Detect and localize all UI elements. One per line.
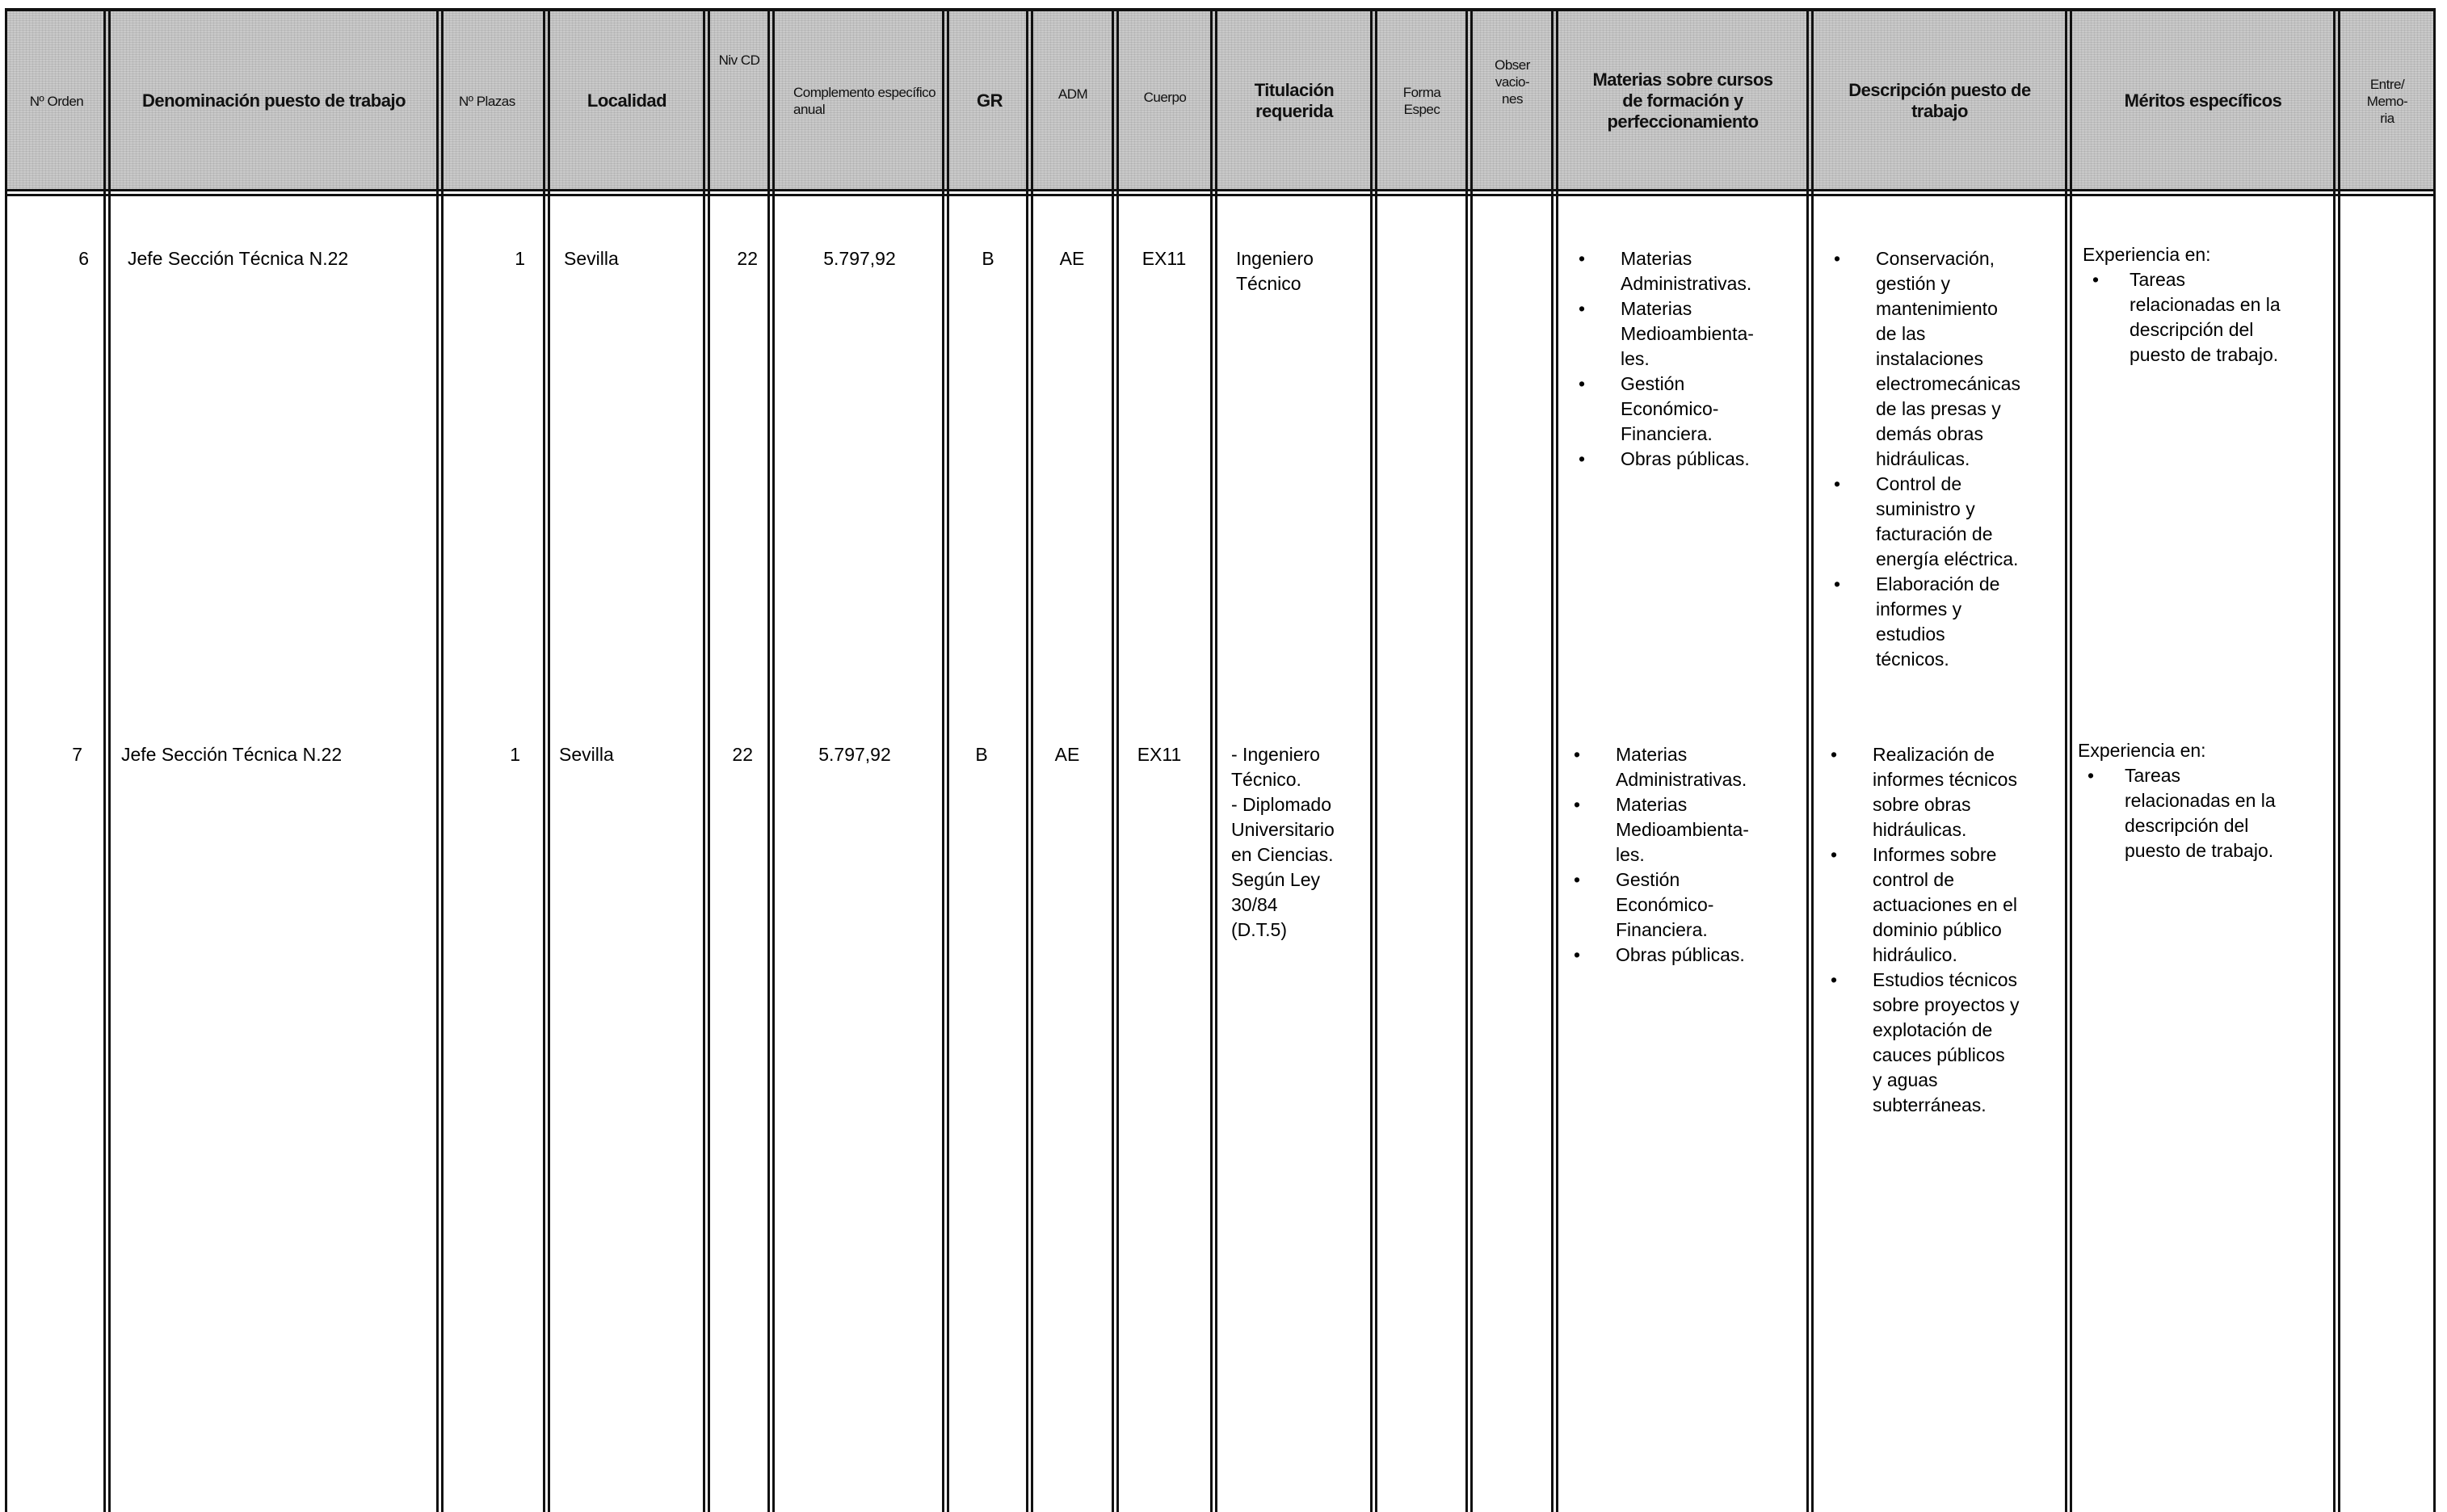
materia-item xyxy=(1567,246,1806,296)
descripcion-line: estudios xyxy=(1876,624,1945,645)
descripcion-line: cauces públicos xyxy=(1873,1044,2005,1065)
descripcion-line: • Estudios técnicos xyxy=(1873,969,2017,990)
row-cuerpo: EX11 xyxy=(1137,744,1182,765)
row-materias-list xyxy=(1562,742,1802,968)
descripcion-item xyxy=(1823,472,2065,572)
materia-line: Económico- xyxy=(1621,398,1719,419)
row-meritos xyxy=(2078,738,2320,863)
meritos-intro: Experiencia en: xyxy=(2083,244,2211,265)
descripcion-item xyxy=(1819,742,2062,842)
column-divider xyxy=(436,8,444,1512)
row-plazas: 1 xyxy=(515,248,525,269)
row-meritos xyxy=(2083,242,2325,368)
header-forma-espec: Forma Espec xyxy=(1402,85,1441,117)
row-orden: 7 xyxy=(72,744,82,765)
row-localidad: Sevilla xyxy=(564,248,619,269)
descripcion-line: energía eléctrica. xyxy=(1876,548,2019,569)
descripcion-list xyxy=(1823,246,2065,672)
titulacion-line: en Ciencias. xyxy=(1231,844,1334,865)
descripcion-line: • Informes sobre xyxy=(1873,844,1997,865)
column-divider xyxy=(1551,8,1558,1512)
descripcion-line: informes técnicos xyxy=(1873,769,2017,790)
materia-line: Medioambienta- xyxy=(1621,323,1754,344)
descripcion-line: y aguas xyxy=(1873,1069,1938,1090)
header-n-orden: Nº Orden xyxy=(29,93,84,109)
descripcion-line: dominio público xyxy=(1873,919,2002,940)
column-divider xyxy=(2433,8,2436,1512)
descripcion-item xyxy=(1823,246,2065,472)
materia-item xyxy=(1562,943,1802,968)
header-denominacion: Denominación puesto de trabajo xyxy=(141,90,406,111)
titulacion-line: - Ingeniero xyxy=(1231,744,1320,765)
materia-line: • Materias xyxy=(1616,794,1688,815)
merito-line: relacionadas en la xyxy=(2130,294,2281,315)
row-nivel: 22 xyxy=(732,744,753,765)
materia-item xyxy=(1562,792,1802,867)
merito-line: relacionadas en la xyxy=(2125,790,2276,811)
descripcion-line: • Conservación, xyxy=(1876,248,1995,269)
descripcion-line: actuaciones en el xyxy=(1873,894,2018,915)
column-divider xyxy=(1112,8,1119,1512)
titulacion-line: Ingeniero xyxy=(1236,248,1314,269)
materia-item xyxy=(1567,372,1806,447)
column-divider xyxy=(703,8,710,1512)
descripcion-line: gestión y xyxy=(1876,273,1951,294)
header-entrev: Entre/ Memo- ria xyxy=(2366,76,2408,126)
materia-line: Administrativas. xyxy=(1621,273,1752,294)
header-adm: ADM xyxy=(1057,86,1088,102)
materia-line: • Obras públicas. xyxy=(1621,448,1750,469)
descripcion-line: • Elaboración de xyxy=(1876,573,2000,594)
descripcion-line: técnicos. xyxy=(1876,649,1949,670)
titulacion-line: Técnico xyxy=(1236,273,1301,294)
column-divider xyxy=(942,8,949,1512)
merito-line: puesto de trabajo. xyxy=(2130,344,2279,365)
materia-line: Financiera. xyxy=(1621,423,1713,444)
row-descripcion-list xyxy=(1819,742,2062,1118)
column-divider xyxy=(1806,8,1814,1512)
descripcion-item xyxy=(1823,572,2065,672)
materia-item xyxy=(1562,867,1802,943)
row-adm: AE xyxy=(1054,744,1080,765)
descripcion-line: control de xyxy=(1873,869,1955,890)
materia-line: • Materias xyxy=(1616,744,1688,765)
header-titulacion: Titulación requerida xyxy=(1254,80,1335,121)
row-orden: 6 xyxy=(78,248,89,269)
header-descripcion: Descripción puesto de trabajo xyxy=(1848,80,2031,121)
header-niv-cd: Niv CD xyxy=(718,52,760,68)
descripcion-line: demás obras xyxy=(1876,423,1983,444)
meritos-list xyxy=(2083,267,2325,368)
descripcion-line: sobre proyectos y xyxy=(1873,994,2020,1015)
materia-line: • Obras públicas. xyxy=(1616,944,1745,965)
row-plazas: 1 xyxy=(510,744,520,765)
descripcion-line: de las xyxy=(1876,323,1926,344)
merito-item xyxy=(2078,763,2320,863)
titulacion-line: 30/84 xyxy=(1231,894,1278,915)
descripcion-line: suministro y xyxy=(1876,498,1975,519)
merito-line: descripción del xyxy=(2130,319,2254,340)
materia-line: les. xyxy=(1616,844,1645,865)
descripcion-line: explotación de xyxy=(1873,1019,1993,1040)
materia-item xyxy=(1567,447,1806,472)
titulacion-line: (D.T.5) xyxy=(1231,919,1287,940)
column-divider xyxy=(2065,8,2072,1512)
merito-item xyxy=(2083,267,2325,368)
materia-line: Administrativas. xyxy=(1616,769,1747,790)
row-nivel: 22 xyxy=(737,248,758,269)
descripcion-line: de las presas y xyxy=(1876,398,2001,419)
row-complemento: 5.797,92 xyxy=(823,248,896,269)
row-adm: AE xyxy=(1059,248,1085,269)
descripcion-line: sobre obras xyxy=(1873,794,1971,815)
descripcion-line: • Realización de xyxy=(1873,744,1995,765)
merito-line: • Tareas xyxy=(2130,269,2186,290)
descripcion-item xyxy=(1819,842,2062,968)
row-descripcion-list xyxy=(1823,246,2065,672)
header-materias: Materias sobre cursos de formación y perfeccionamiento xyxy=(1592,69,1773,132)
header-observaciones: Obser vacio- nes xyxy=(1495,57,1530,107)
materia-line: Medioambienta- xyxy=(1616,819,1749,840)
materia-item xyxy=(1562,742,1802,792)
column-divider xyxy=(2333,8,2340,1512)
header-meritos: Méritos específicos xyxy=(2124,90,2282,111)
descripcion-line: hidráulicas. xyxy=(1873,819,1967,840)
materia-line: • Gestión xyxy=(1616,869,1680,890)
materia-list xyxy=(1567,246,1806,472)
merito-line: descripción del xyxy=(2125,815,2249,836)
row-localidad: Sevilla xyxy=(559,744,614,765)
merito-line: puesto de trabajo. xyxy=(2125,840,2274,861)
row-gr: B xyxy=(975,744,988,765)
column-divider xyxy=(1210,8,1217,1512)
descripcion-item xyxy=(1819,968,2062,1118)
merito-line: • Tareas xyxy=(2125,765,2181,786)
header-localidad: Localidad xyxy=(587,90,667,111)
row-denominacion: Jefe Sección Técnica N.22 xyxy=(128,248,349,269)
materia-item xyxy=(1567,296,1806,372)
titulacion-line: - Diplomado xyxy=(1231,794,1331,815)
materia-line: Económico- xyxy=(1616,894,1714,915)
column-divider xyxy=(543,8,550,1512)
descripcion-line: informes y xyxy=(1876,598,1962,620)
titulacion-line: Técnico. xyxy=(1231,769,1301,790)
header-n-plazas: Nº Plazas xyxy=(459,93,515,109)
row-titulacion xyxy=(1236,246,1370,296)
column-divider xyxy=(103,8,111,1512)
column-divider xyxy=(1465,8,1473,1512)
descripcion-line: subterráneas. xyxy=(1873,1094,1987,1115)
materia-line: Financiera. xyxy=(1616,919,1708,940)
descripcion-line: • Control de xyxy=(1876,473,1962,494)
meritos-intro: Experiencia en: xyxy=(2078,740,2206,761)
descripcion-line: mantenimiento xyxy=(1876,298,1998,319)
row-denominacion: Jefe Sección Técnica N.22 xyxy=(121,744,343,765)
titulacion-line: Universitario xyxy=(1231,819,1335,840)
row-complemento: 5.797,92 xyxy=(818,744,891,765)
column-divider xyxy=(1370,8,1377,1512)
column-divider xyxy=(767,8,775,1512)
materia-line: • Materias xyxy=(1621,248,1692,269)
materia-line: les. xyxy=(1621,348,1650,369)
header-cuerpo: Cuerpo xyxy=(1143,90,1187,105)
row-titulacion xyxy=(1231,742,1369,943)
descripcion-line: hidráulico. xyxy=(1873,944,1957,965)
row-cuerpo: EX11 xyxy=(1142,248,1187,269)
titulacion-line: Según Ley xyxy=(1231,869,1320,890)
materia-line: • Materias xyxy=(1621,298,1692,319)
header-complemento: Complemento específico anual xyxy=(793,85,936,117)
materia-list xyxy=(1562,742,1802,968)
row-materias-list xyxy=(1567,246,1806,472)
header-gr: GR xyxy=(977,90,1003,111)
column-divider xyxy=(1026,8,1033,1512)
row-gr: B xyxy=(982,248,994,269)
descripcion-line: electromecánicas xyxy=(1876,373,2020,394)
materia-line: • Gestión xyxy=(1621,373,1685,394)
descripcion-list xyxy=(1819,742,2062,1118)
descripcion-line: hidráulicas. xyxy=(1876,448,1970,469)
column-divider xyxy=(5,8,7,1512)
descripcion-line: instalaciones xyxy=(1876,348,1983,369)
descripcion-line: facturación de xyxy=(1876,523,1993,544)
meritos-list xyxy=(2078,763,2320,863)
